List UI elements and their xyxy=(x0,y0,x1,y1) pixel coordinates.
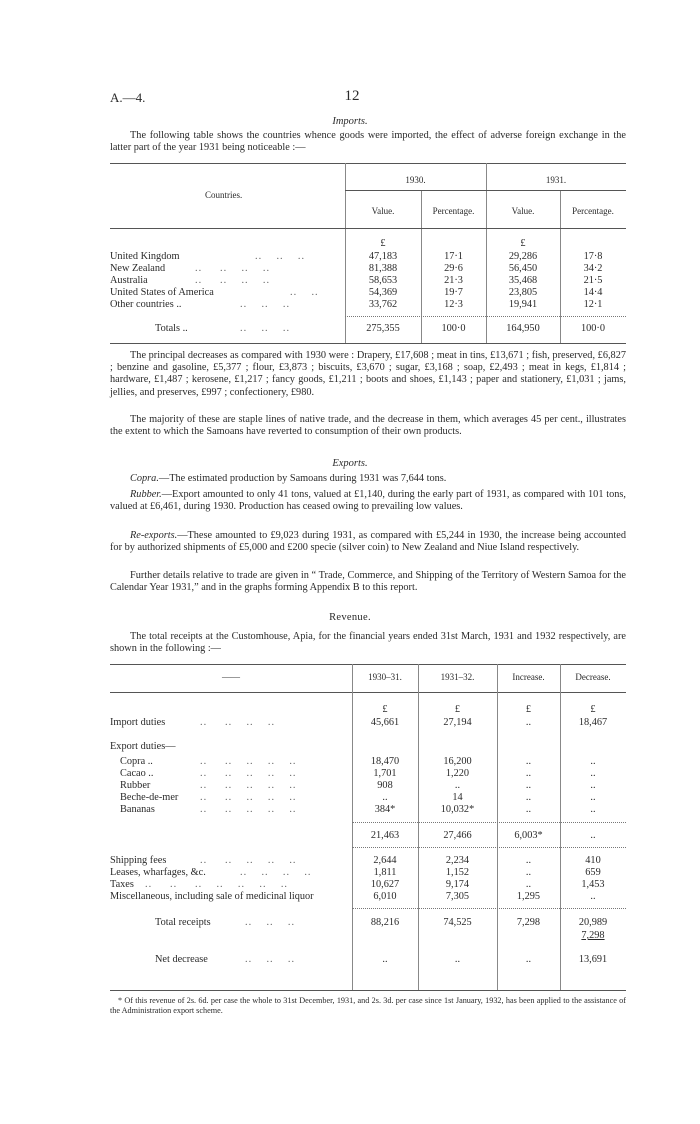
table-cell: 17·8 xyxy=(583,251,603,262)
table-cell: .. xyxy=(525,855,532,866)
imports-header-bottom-rule xyxy=(110,228,626,229)
table-cell: .. xyxy=(590,804,596,815)
table-cell: .. xyxy=(525,867,532,878)
table-cell: 10,032* xyxy=(440,804,475,815)
revenue-col-increase: Increase. xyxy=(512,672,545,682)
table-cell: .. xyxy=(525,792,532,803)
leader-dots: .. .. .. .. xyxy=(240,867,312,878)
total-cell: 20,989 xyxy=(578,917,608,928)
table-cell: 16,200 xyxy=(443,756,472,767)
table-cell: .. xyxy=(525,780,532,791)
table-cell: 81,388 xyxy=(368,263,398,274)
revenue-table-top-rule xyxy=(110,664,626,665)
decreases-paragraph: The principal decreases as compared with 1930 were : Drapery, £17,608 ; meat in tins, £13,671 ; fish, preserved, £6,827 ; benzine and gasoline, £5,377 ; flour, £3,873 ; biscuits, £3,670 ; sugar, £3,168 ; soap, £2,493 ; meat in kegs, £1,814 ; hardware, £1,487 ; kerosene, £1,217 ; fancy goods, £1,211 ; boots and shoes, £1,143 ; paper and stationery, £1,031 ; jams, jellies, and preserves, £997 ; confectionery, £980. xyxy=(110,350,626,398)
table-cell: 56,450 xyxy=(508,263,538,274)
subtotal-cell: .. xyxy=(590,830,596,841)
total-cell: 7,298 xyxy=(516,917,541,928)
table-cell: .. xyxy=(525,879,532,890)
col-countries: Countries. xyxy=(205,190,243,200)
page-number: 12 xyxy=(344,88,360,104)
table-cell: .. xyxy=(590,792,596,803)
table-cell: 1,453 xyxy=(581,879,605,890)
col-percentage-1930: Percentage. xyxy=(432,206,475,216)
table-cell: 1,701 xyxy=(373,768,397,779)
currency-symbol: £ xyxy=(520,238,526,249)
currency-symbol: £ xyxy=(380,238,386,249)
revenue-col-blank: —— xyxy=(222,672,240,682)
table-cell: .. xyxy=(525,756,532,767)
table-cell: 384* xyxy=(374,804,396,815)
col-year-1931: 1931. xyxy=(545,175,567,185)
totals-cell: 275,355 xyxy=(366,323,400,334)
table-cell: 45,661 xyxy=(370,717,400,728)
table-cell: .. xyxy=(590,891,596,902)
export-subtotal-bottom-rule xyxy=(352,847,626,848)
copra-heading: Copra. xyxy=(130,473,159,484)
total-receipts-label: Total receipts xyxy=(155,917,211,928)
totals-cell: 100·0 xyxy=(580,323,606,334)
revenue-intro: The total receipts at the Customhouse, Apia, for the financial years ended 31st March, 1931 and 1932 respectively, are shown in the following :— xyxy=(110,631,626,655)
leader-dots: .. .. .. .. .. xyxy=(200,780,297,791)
currency-symbol: £ xyxy=(525,704,532,715)
total-cell: 74,525 xyxy=(443,917,472,928)
imports-year-rule xyxy=(345,190,626,191)
totals-rule xyxy=(345,316,626,317)
col-value-1931: Value. xyxy=(511,206,535,216)
table-cell: 410 xyxy=(585,855,601,866)
leader-dots: .. .. .. xyxy=(240,323,291,334)
leader-dots: .. .. .. xyxy=(245,917,296,928)
table-cell: 14 xyxy=(452,792,463,803)
further-details-paragraph: Further details relative to trade are given in “ Trade, Commerce, and Shipping of the Territory of Western Samoa for the Calendar Year 1931,” and in the graphs forming Appendix B to this report. xyxy=(110,570,626,594)
reexports-text: —These amounted to £9,023 during 1931, as compared with £5,244 in 1930, the increase being accounted for by authorized shipments of £5,000 and £200 specie (silver coin) to New Zealand and Niue Island respectively. xyxy=(110,530,626,554)
table-row-label: Other countries .. xyxy=(110,299,182,310)
subtotal-cell: 21,463 xyxy=(370,830,400,841)
total-receipts-rule xyxy=(352,908,626,909)
import-duties-label: Import duties xyxy=(110,717,166,728)
revenue-header-rule xyxy=(110,692,626,693)
reexports-heading: Re-exports. xyxy=(130,530,178,541)
totals-label: Totals .. xyxy=(155,323,188,334)
table-cell: .. xyxy=(525,804,532,815)
revenue-table-bottom-rule xyxy=(110,990,626,991)
table-cell: 33,762 xyxy=(368,299,398,310)
table-cell: 47,183 xyxy=(368,251,398,262)
export-duties-heading: Export duties— xyxy=(110,741,176,752)
table-cell: 18,467 xyxy=(578,717,608,728)
table-cell: 19·7 xyxy=(444,287,463,298)
rubber-paragraph xyxy=(110,489,626,513)
table-cell: 1,295 xyxy=(516,891,541,902)
table-row-label: Taxes xyxy=(110,879,134,890)
imports-heading: Imports. xyxy=(332,116,368,127)
leader-dots: .. .. .. .. .. xyxy=(200,855,297,866)
revenue-col-decrease: Decrease. xyxy=(575,672,611,682)
imports-table-bottom-rule xyxy=(110,343,626,344)
table-row-label: Beche-de-mer xyxy=(120,792,179,803)
table-row-label: Bananas xyxy=(120,804,155,815)
revenue-col-1930-31: 1930–31. xyxy=(368,672,402,682)
table-cell: 21·3 xyxy=(444,275,463,286)
table-cell: 29,286 xyxy=(508,251,538,262)
currency-symbol: £ xyxy=(454,704,461,715)
table-row-label: United States of America xyxy=(110,287,214,298)
table-cell: .. xyxy=(590,768,596,779)
leader-dots: .. .. .. .. xyxy=(195,263,271,274)
table-cell: 659 xyxy=(585,867,601,878)
table-cell: 9,174 xyxy=(445,879,470,890)
table-cell: .. xyxy=(590,756,596,767)
subtotal-cell: 27,466 xyxy=(443,830,472,841)
totals-cell: 164,950 xyxy=(506,323,540,334)
leader-dots: .. .. .. xyxy=(240,299,291,310)
reexports-paragraph xyxy=(110,530,626,554)
table-cell: 1,220 xyxy=(445,768,470,779)
table-cell: 19,941 xyxy=(508,299,538,310)
table-cell: 34·2 xyxy=(583,263,603,274)
table-cell: .. xyxy=(525,768,532,779)
col-value-1930: Value. xyxy=(371,206,395,216)
total-cell: 88,216 xyxy=(370,917,400,928)
copra-paragraph xyxy=(110,473,626,485)
table-row-label: Miscellaneous, including sale of medicinal liquor xyxy=(110,891,314,902)
net-decrease-label: Net decrease xyxy=(155,954,208,965)
document-reference: A.—4. xyxy=(110,90,146,105)
leader-dots: .. .. xyxy=(290,287,319,298)
currency-symbol: £ xyxy=(590,704,596,715)
leader-dots: .. .. .. .. xyxy=(195,275,271,286)
col-percentage-1931: Percentage. xyxy=(572,206,614,216)
table-row-label: Leases, wharfages, &c. xyxy=(110,867,206,878)
export-subtotal-rule xyxy=(352,822,626,823)
revenue-col-1931-32: 1931–32. xyxy=(440,672,475,682)
leader-dots: .. .. .. .. xyxy=(200,717,276,728)
table-cell: 58,653 xyxy=(368,275,398,286)
table-cell: 2,644 xyxy=(373,855,397,866)
table-cell: .. xyxy=(525,717,532,728)
total-cell-offset: 7,298 xyxy=(581,930,605,941)
table-cell: 2,234 xyxy=(445,855,470,866)
imports-intro: The following table shows the countries whence goods were imported, the effect of adverse foreign exchange in the latter part of the year 1931 being noticeable :— xyxy=(110,130,626,154)
table-cell: 21·5 xyxy=(583,275,603,286)
table-cell: 23,805 xyxy=(508,287,538,298)
table-cell: 908 xyxy=(377,780,393,791)
table-cell: 13,691 xyxy=(578,954,608,965)
leader-dots: .. .. .. .. .. xyxy=(200,756,297,767)
table-cell: 12·1 xyxy=(583,299,603,310)
copra-text: —The estimated production by Samoans during 1931 was 7,644 tons. xyxy=(158,473,447,484)
table-cell: 1,152 xyxy=(445,867,470,878)
table-cell: 12·3 xyxy=(444,299,463,310)
table-cell: 18,470 xyxy=(370,756,400,767)
imports-table-top-rule xyxy=(110,163,626,164)
table-cell: 29·6 xyxy=(444,263,463,274)
rubber-text: —Export amounted to only 41 tons, valued at £1,140, during the early part of 1931, as compared with 101 tons, valued at £6,461, during 1930. Production has ceased owing to prevailing low values. xyxy=(110,489,626,513)
leader-dots: .. .. .. .. .. .. .. xyxy=(145,879,288,890)
table-cell: 17·1 xyxy=(444,251,463,262)
leader-dots: .. .. .. .. .. xyxy=(200,792,297,803)
footnote: * Of this revenue of 2s. 6d. per case the whole to 31st December, 1931, and 2s. 3d. per case since 1st January, 1932, has been applied to the assistance of the Administration export scheme. xyxy=(110,996,626,1015)
table-cell: 14·4 xyxy=(583,287,603,298)
samoans-paragraph: The majority of these are staple lines of native trade, and the decrease in them, which averages 45 per cent., illustrates the extent to which the Samoans have reverted to consumption of their own products. xyxy=(110,414,626,438)
table-cell: .. xyxy=(454,780,461,791)
table-cell: 27,194 xyxy=(443,717,472,728)
table-row-label: Australia xyxy=(110,275,148,286)
currency-symbol: £ xyxy=(382,704,388,715)
table-cell: .. xyxy=(590,780,596,791)
subtotal-cell: 6,003* xyxy=(514,830,543,841)
table-row-label: Rubber xyxy=(120,780,151,791)
leader-dots: .. .. .. .. .. xyxy=(200,768,297,779)
table-cell: .. xyxy=(525,954,532,965)
table-cell: 7,305 xyxy=(445,891,470,902)
table-row-label: Shipping fees xyxy=(110,855,167,866)
table-row-label: United Kingdom xyxy=(110,251,180,262)
table-row-label: Cacao .. xyxy=(120,768,154,779)
table-cell: .. xyxy=(382,792,388,803)
table-cell: .. xyxy=(382,954,388,965)
exports-heading: Exports. xyxy=(332,458,368,469)
col-year-1930: 1930. xyxy=(405,175,426,185)
revenue-heading: Revenue. xyxy=(329,612,371,623)
table-cell: 10,627 xyxy=(370,879,400,890)
rubber-heading: Rubber. xyxy=(130,489,162,500)
totals-cell: 100·0 xyxy=(441,323,466,334)
leader-dots: .. .. .. xyxy=(255,251,306,262)
table-cell: .. xyxy=(454,954,461,965)
table-cell: 1,811 xyxy=(373,867,397,878)
leader-dots: .. .. .. .. .. xyxy=(200,804,297,815)
table-cell: 54,369 xyxy=(368,287,398,298)
table-cell: 6,010 xyxy=(373,891,397,902)
leader-dots: .. .. .. xyxy=(245,954,296,965)
table-row-label: New Zealand xyxy=(110,263,166,274)
table-cell: 35,468 xyxy=(508,275,538,286)
table-row-label: Copra .. xyxy=(120,756,153,767)
